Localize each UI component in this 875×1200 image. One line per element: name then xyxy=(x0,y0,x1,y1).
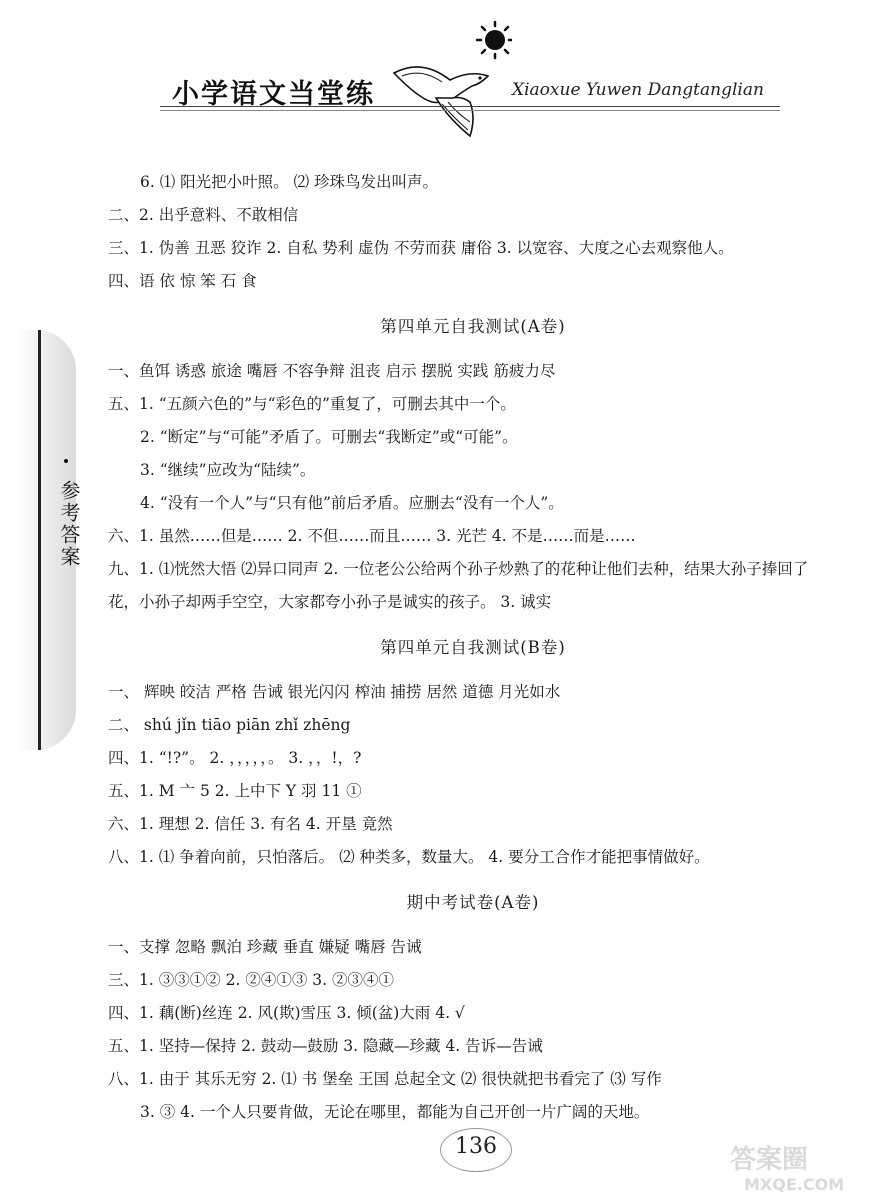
answer-line: 3. “继续”应改为“陆续”。 xyxy=(140,461,316,479)
answer-line: 五、1. “五颜六色的”与“彩色的”重复了，可删去其中一个。 xyxy=(108,395,516,413)
dove-sun-logo-icon xyxy=(392,18,512,143)
answer-line: 四、1. 藕(断)丝连 2. 风(欺)雪压 3. 倾(盆)大雨 4. √ xyxy=(108,1004,465,1022)
answer-line: 五、1. 坚持—保持 2. 鼓动—鼓励 3. 隐藏—珍藏 4. 告诉—告诫 xyxy=(108,1037,543,1055)
answer-content xyxy=(108,166,838,1129)
side-tab xyxy=(18,330,86,750)
watermark-logo xyxy=(726,1138,856,1194)
side-tab-bar xyxy=(38,330,41,750)
answer-line: 3. ③ 4. 一个人只要肯做，无论在哪里，都能为自己开创一片广阔的天地。 xyxy=(140,1103,650,1121)
header-rule xyxy=(160,106,780,107)
answer-line: 八、1. 由于 其乐无穷 2. ⑴ 书 堡垒 王国 总起全文 ⑵ 很快就把书看完了 ⑶ 写作 xyxy=(108,1070,662,1088)
section-title: 第四单元自我测试(A卷) xyxy=(380,317,566,336)
watermark-url: MXQE.COM xyxy=(744,1175,845,1194)
book-title-pinyin: Xiaoxue Yuwen Dangtanglian xyxy=(512,80,764,100)
moon-star-icon xyxy=(48,448,74,474)
answer-line: 一、 辉映 皎洁 严格 告诫 银光闪闪 榨油 捕捞 居然 道德 月光如水 xyxy=(108,683,561,701)
answer-line: 2. “断定”与“可能”矛盾了。可删去“我断定”或“可能”。 xyxy=(140,428,518,446)
side-tab-label: 参考答案 xyxy=(57,480,81,568)
watermark-text: 答案圈 xyxy=(730,1145,809,1175)
section-title: 期中考试卷(A卷) xyxy=(406,893,540,912)
answer-line: 三、1. ③③①② 2. ②④①③ 3. ②③④① xyxy=(108,971,395,989)
answer-line: 三、1. 伪善 丑恶 狡诈 2. 自私 势利 虚伪 不劳而获 庸俗 3. 以宽容、大度之心去观察他人。 xyxy=(108,239,734,257)
section-title: 第四单元自我测试(B卷) xyxy=(380,638,566,657)
answer-line: 二、 shú jǐn tiāo piān zhǐ zhēng xyxy=(108,716,351,734)
answer-line: 4. “没有一个人”与“只有他”前后矛盾。应删去“没有一个人”。 xyxy=(140,494,564,512)
answer-line: 一、鱼饵 诱惑 旅途 嘴唇 不容争辩 沮丧 启示 摆脱 实践 筋疲力尽 xyxy=(108,362,556,380)
answer-line: 五、1. M 亠 5 2. 上中下 Y 羽 11 ① xyxy=(108,782,362,800)
answer-line: 六、1. 虽然……但是…… 2. 不但……而且…… 3. 光芒 4. 不是……而是…… xyxy=(108,527,636,545)
answer-line: 6. ⑴ 阳光把小叶照。 ⑵ 珍珠鸟发出叫声。 xyxy=(140,173,438,191)
answer-line: 一、支撑 忽略 飘泊 珍藏 垂直 嫌疑 嘴唇 告诫 xyxy=(108,938,422,956)
answer-line: 九、1. ⑴恍然大悟 ⑵异口同声 2. 一位老公公给两个孙子炒熟了的花种让他们去种，结果大孙子捧回了花，小孙子却两手空空，大家都夸小孙子是诚实的孩子。 3. 诚实 xyxy=(108,560,809,611)
book-title: 小学语文当堂练 xyxy=(172,79,375,110)
header-rule-thin xyxy=(160,110,780,111)
answer-line: 四、语 依 惊 笨 石 食 xyxy=(108,272,257,290)
answer-line: 二、2. 出乎意料、不敢相信 xyxy=(108,206,299,224)
answer-line: 八、1. ⑴ 争着向前，只怕落后。 ⑵ 种类多，数量大。 4. 要分工合作才能把事情做好。 xyxy=(108,848,710,866)
answer-line: 六、1. 理想 2. 信任 3. 有名 4. 开垦 竟然 xyxy=(108,815,393,833)
page-number: 136 xyxy=(455,1134,497,1159)
page-header xyxy=(0,0,875,150)
answer-line: 四、1. “!?”。 2. ，，，，，。 3. ，，!，? xyxy=(108,749,362,767)
